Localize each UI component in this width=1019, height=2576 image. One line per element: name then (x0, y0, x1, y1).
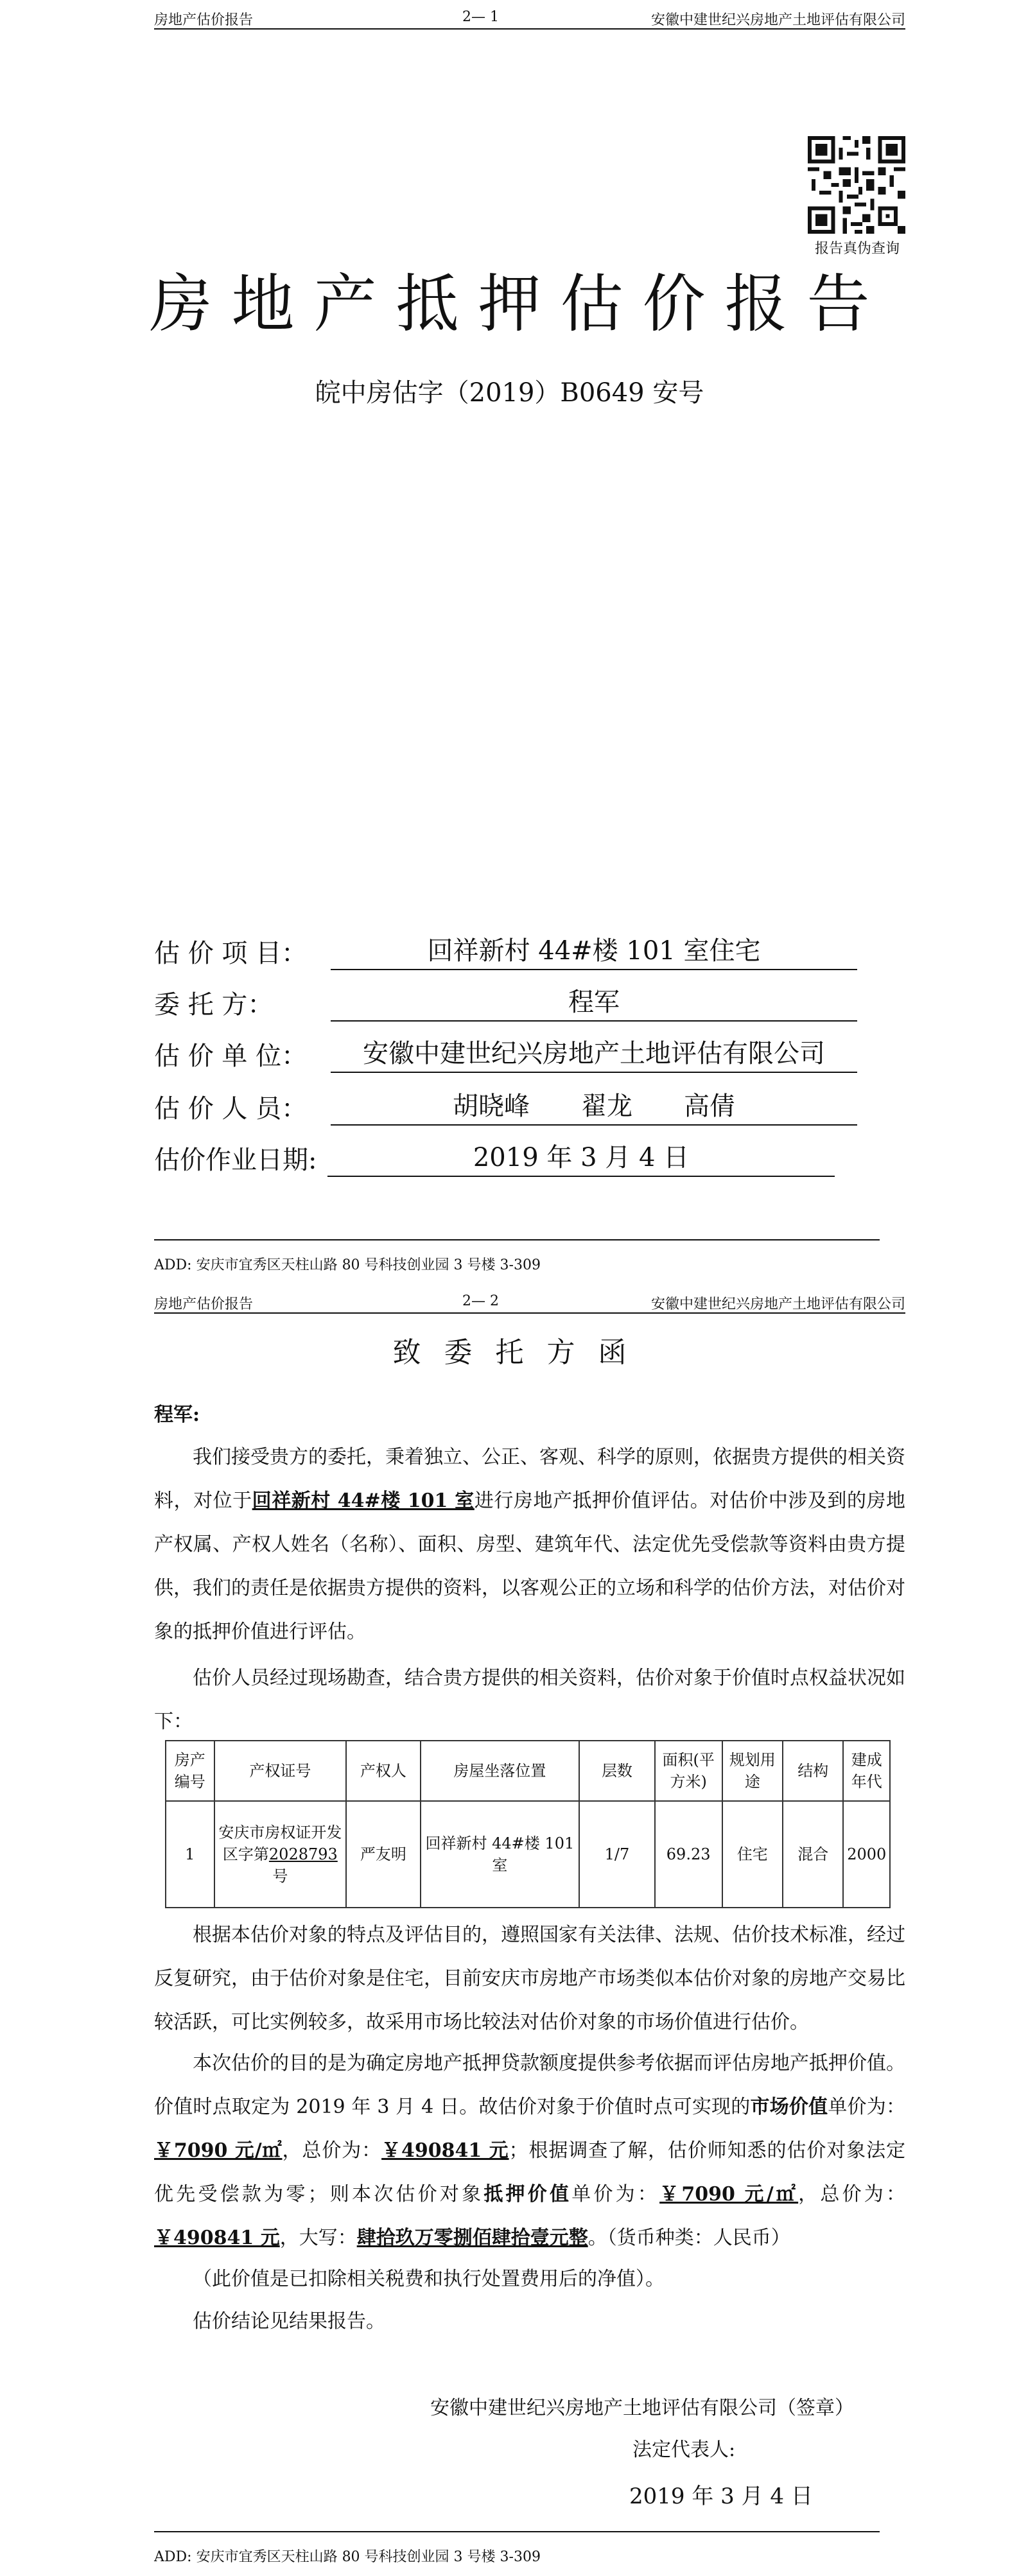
th-use: 规划用途 (722, 1741, 783, 1801)
salutation: 程军: (154, 1404, 200, 1426)
mortgage-value-label: 抵押价值 (483, 2183, 572, 2206)
report-number: 皖中房估字（2019）B0649 安号 (315, 378, 704, 408)
header-rule (154, 1312, 905, 1314)
signature-representative: 法定代表人: (632, 2439, 736, 2461)
paragraph-6: 估价结论见结果报告。 (193, 2310, 385, 2333)
field-work-date-label: 估价作业日期: (154, 1145, 317, 1175)
th-area: 面积(平方米) (655, 1741, 722, 1801)
cell-floors: 1/7 (579, 1801, 655, 1908)
field-appraiser-unit-value: 安徽中建世纪兴房地产土地评估有限公司 (331, 1036, 857, 1073)
mortgage-unit-price: ￥7090 元/㎡ (659, 2183, 799, 2206)
field-client-label: 委 托 方： (154, 990, 274, 1020)
th-no: 房产编号 (166, 1741, 214, 1801)
footer-address: ADD: 安庆市宜秀区天柱山路 80 号科技创业园 3 号楼 3-309 (154, 1257, 541, 1273)
footer-rule (154, 1239, 880, 1240)
th-owner: 产权人 (346, 1741, 420, 1801)
cell-location: 回祥新村 44#楼 101 室 (421, 1801, 580, 1908)
field-client (154, 984, 925, 1023)
cell-year: 2000 (843, 1801, 890, 1908)
cert-number: 2028793 (268, 1845, 338, 1863)
paragraph-3: 根据本估价对象的特点及评估目的，遵照国家有关法律、法规、估价技术标准，经过反复研究，由于估价对象是住宅，目前安庆市房地产市场类似本估价对象的房地产交易比较活跃，可比实例较多，故采用市场比较法对估价对象的市场价值进行估价。 (154, 1924, 905, 2033)
field-appraiser-unit (154, 1036, 925, 1074)
property-table (165, 1740, 891, 1908)
th-floors: 层数 (579, 1741, 655, 1801)
qr-code-icon[interactable] (808, 136, 905, 234)
cell-no: 1 (166, 1801, 214, 1908)
field-project-value: 回祥新村 44#楼 101 室住宅 (331, 933, 857, 970)
letter-title: 致委托方函 (392, 1336, 650, 1369)
cell-owner: 严友明 (346, 1801, 420, 1908)
field-project (154, 933, 925, 971)
mortgage-total-price: ￥490841 元 (154, 2227, 280, 2249)
signature-company: 安徽中建世纪兴房地产土地评估有限公司（签章） (430, 2397, 854, 2419)
running-header (154, 8, 905, 30)
field-work-date-value: 2019 年 3 月 4 日 (327, 1140, 835, 1177)
footer-rule (154, 2531, 880, 2532)
market-value-label: 市场价值 (750, 2096, 828, 2118)
footer-address: ADD: 安庆市宜秀区天柱山路 80 号科技创业园 3 号楼 3-309 (154, 2549, 541, 2565)
th-structure: 结构 (783, 1741, 843, 1801)
letter-page (0, 1284, 1019, 2576)
paragraph-5: （此价值是已扣除相关税费和执行处置费用后的净值）。 (193, 2268, 665, 2290)
cell-structure: 混合 (783, 1801, 843, 1908)
field-work-date (154, 1140, 925, 1178)
cover-page (0, 0, 1019, 1284)
table-row (166, 1801, 890, 1908)
running-header (154, 1292, 905, 1314)
property-address: 回祥新村 44#楼 101 室 (252, 1490, 475, 1512)
qr-caption: 报告真伪查询 (814, 241, 900, 257)
header-page-number: 2— 2 (462, 1293, 499, 1309)
field-appraisers-label: 估 价 人 员： (154, 1094, 308, 1124)
market-unit-price: ￥7090 元/㎡ (154, 2139, 283, 2162)
paragraph-4: 本次估价的目的是为确定房地产抵押贷款额度提供参考依据而评估房地产抵押价值。价值时点取定为 2019 年 3 月 4 日。故估价对象于价值时点可实现的市场价值单价为：￥7090 元/㎡，总价为：￥490841 元；根据调查了解，估价师知悉的估价对象法定优先受偿款为零；则本次估价对象抵押价值单价为：￥7090 元/㎡，总价为：￥490841 元，大写：肆拾玖万零捌佰肆拾壹元整。（货币种类：人民币） (154, 2052, 906, 2249)
header-rule (154, 28, 905, 30)
report-title: 房地产抵押估价报告 (149, 268, 889, 341)
cell-use: 住宅 (722, 1801, 783, 1908)
field-project-label: 估 价 项 目： (154, 939, 308, 968)
field-appraisers-value: 胡晓峰 翟龙 高倩 (331, 1088, 857, 1126)
header-page-number: 2— 1 (462, 9, 499, 25)
field-client-value: 程军 (331, 984, 857, 1022)
header-company: 安徽中建世纪兴房地产土地评估有限公司 (650, 12, 905, 28)
cell-area: 69.23 (655, 1801, 722, 1908)
table-header-row (166, 1741, 890, 1801)
capital-amount: 肆拾玖万零捌佰肆拾壹元整 (356, 2227, 588, 2249)
market-total-price: ￥490841 元 (381, 2139, 509, 2162)
th-cert: 产权证号 (214, 1741, 347, 1801)
header-report-name: 房地产估价报告 (154, 1296, 254, 1312)
th-location: 房屋坐落位置 (421, 1741, 580, 1801)
cell-cert: 安庆市房权证开发区字第2028793号 (214, 1801, 347, 1908)
th-year: 建成年代 (843, 1741, 890, 1801)
field-appraisers (154, 1088, 925, 1127)
field-appraiser-unit-label: 估 价 单 位： (154, 1041, 308, 1071)
paragraph-1: 我们接受贵方的委托，秉着独立、公正、客观、科学的原则，依据贵方提供的相关资料，对位于回祥新村 44#楼 101 室进行房地产抵押价值评估。对估价中涉及到的房地产权属、产权人姓名（名称）、面积、房型、建筑年代、法定优先受偿款等资料由贵方提供，我们的责任是依据贵方提供的资料，以客观公正的立场和科学的估价方法，对估价对象的抵押价值进行评估。 (154, 1446, 906, 1643)
paragraph-2: 估价人员经过现场勘查，结合贵方提供的相关资料，估价对象于价值时点权益状况如下： (154, 1667, 905, 1733)
signature-date: 2019 年 3 月 4 日 (629, 2484, 813, 2509)
header-report-name: 房地产估价报告 (154, 12, 254, 28)
header-company: 安徽中建世纪兴房地产土地评估有限公司 (650, 1296, 905, 1312)
